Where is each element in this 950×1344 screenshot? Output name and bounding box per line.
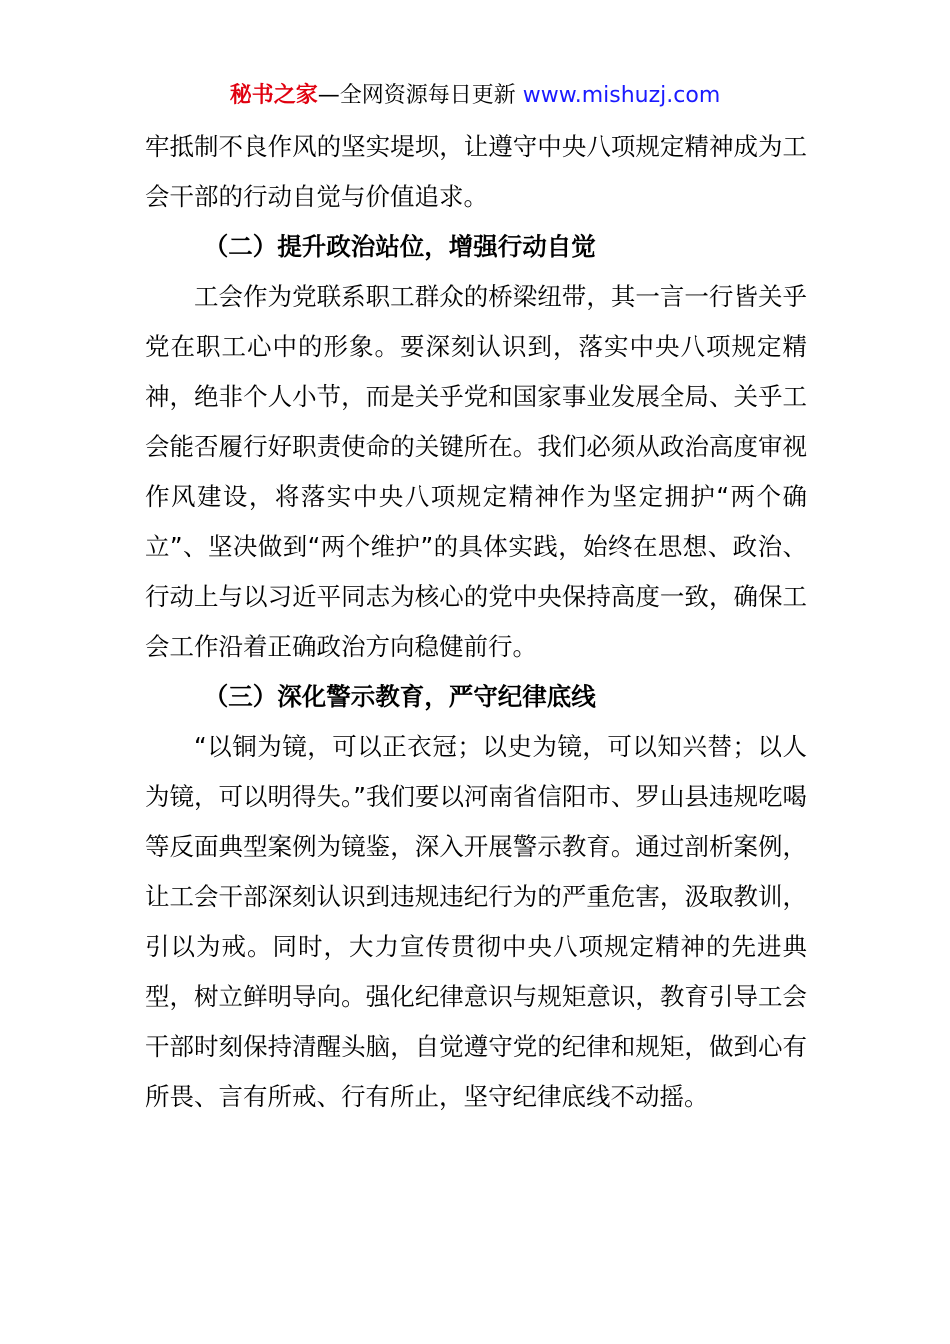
- site-url-link[interactable]: www.mishuzj.com: [522, 83, 721, 108]
- paragraph-continued: 牢抵制不良作风的坚实堤坝，让遵守中央八项规定精神成为工会干部的行动自觉与价值追求。: [145, 132, 807, 211]
- paragraph-warning-education: “以铜为镜，可以正衣冠；以史为镜，可以知兴替；以人为镜，可以明得失。”我们要以河南省信阳市、罗山县违规吃喝等反面典型案例为镜鉴，深入开展警示教育。通过剖析案例，让工会干部深刻认识到违规违纪行为的严重危害，汲取教训，引以为戒。同时，大力宣传贯彻中央八项规定精神的先进典型，树立鲜明导向。强化纪律意识与规矩意识，教育引导工会干部时刻保持清醒头脑，自觉遵守党的纪律和规矩，做到心有所畏、言有所戒、行有所止，坚守纪律底线不动摇。: [145, 732, 807, 1111]
- section-heading-3: （三）深化警示教育，严守纪律底线: [203, 682, 596, 711]
- brand-name: 秘书之家: [229, 83, 318, 108]
- paragraph-political-stance: 工会作为党联系职工群众的桥梁纽带，其一言一行皆关乎党在职工心中的形象。要深刻认识到，落实中央八项规定精神，绝非个人小节，而是关乎党和国家事业发展全局、关乎工会能否履行好职责使命的关键所在。我们必须从政治高度审视作风建设，将落实中央八项规定精神作为坚定拥护“两个确立”、坚决做到“两个维护”的具体实践，始终在思想、政治、行动上与以习近平同志为核心的党中央保持高度一致，确保工会工作沿着正确政治方向稳健前行。: [145, 282, 807, 661]
- document-body: [145, 122, 807, 1122]
- section-heading-2: （二）提升政治站位，增强行动自觉: [203, 232, 596, 261]
- header-tagline: —全网资源每日更新: [317, 83, 516, 108]
- site-header: [0, 78, 950, 114]
